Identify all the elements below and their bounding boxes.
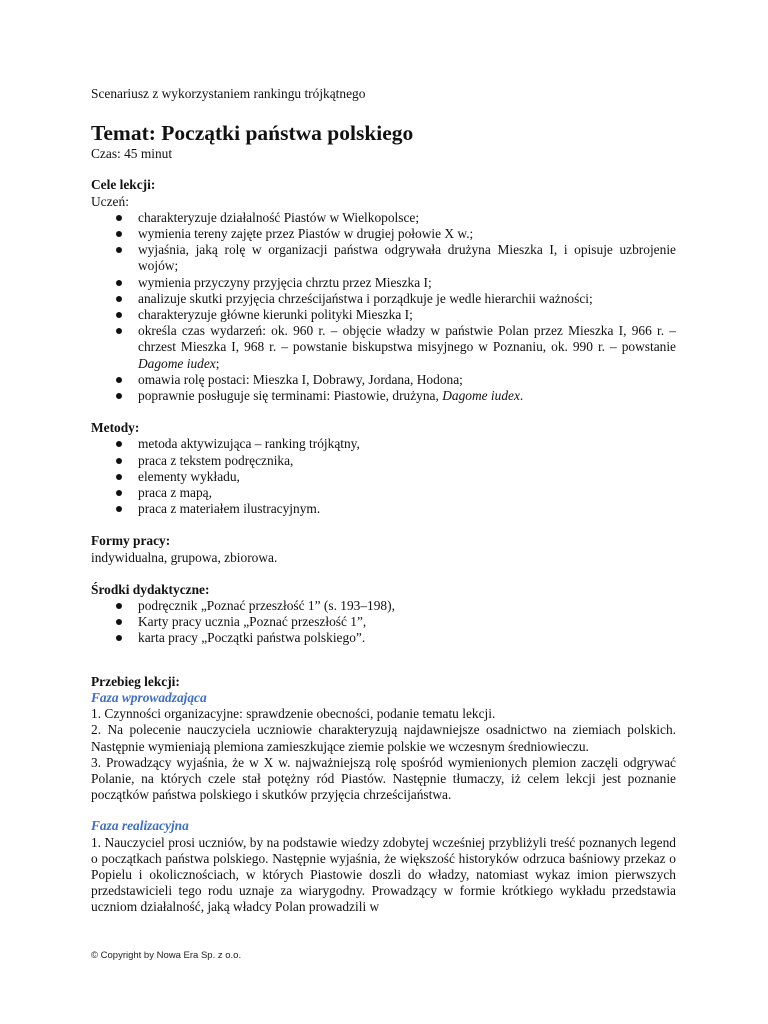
material-item: Karty pracy ucznia „Poznać przeszłość 1”, [91, 614, 676, 630]
document-page [91, 86, 676, 916]
phase-intro-paragraph: 1. Czynności organizacyjne: sprawdzenie obecności, podanie tematu lekcji. [91, 706, 496, 722]
method-item: praca z mapą, [91, 485, 676, 501]
page-title: Temat: Początki państwa polskiego [91, 121, 414, 146]
material-item: podręcznik „Poznać przeszłość 1” (s. 193–198), [91, 598, 676, 614]
goal-terms-text: poprawnie posługuje się terminami: Piastowie, drużyna, [138, 388, 443, 404]
goal-dates-italic: Dagome iudex [138, 355, 216, 371]
materials-list [91, 598, 676, 647]
goal-dates-text: określa czas wydarzeń: ok. 960 r. – objęcie władzy w państwie Polan przez Mieszka I, 966 r. – chrzest Mieszka I, 968 r. – powstanie biskupstwa misyjnego w Poznaniu, ok. 990 r. – powstanie [138, 323, 676, 355]
goal-dates-end: ; [215, 355, 220, 371]
goals-heading: Cele lekcji: [91, 177, 156, 193]
goal-item: charakteryzuje działalność Piastów w Wielkopolsce; [91, 210, 676, 226]
method-item: elementy wykładu, [91, 469, 676, 485]
scenario-subtitle: Scenariusz z wykorzystaniem rankingu trójkątnego [91, 86, 366, 101]
goal-item-terms [91, 388, 676, 404]
phase-main-title: Faza realizacyjna [91, 818, 189, 834]
methods-list [91, 436, 676, 517]
copyright-footer: © Copyright by Nowa Era Sp. z o.o. [91, 950, 242, 961]
procedure-heading: Przebieg lekcji: [91, 673, 180, 689]
goal-item-dates [91, 323, 676, 372]
phase-intro-paragraph: 3. Prowadzący wyjaśnia, że w X w. najważniejszą rolę spośród wymienionych plemion zaczęli odgrywać Polanie, na których czele stał potężny ród Piastów. Następnie tłumaczy, iż celem lekcji jest poznanie początków państwa polskiego i skutków przyjęcia chrześcijaństwa. [91, 754, 676, 803]
forms-heading: Formy pracy: [91, 533, 171, 549]
goals-list [91, 210, 676, 404]
goal-item: wymienia tereny zajęte przez Piastów w drugiej połowie X w.; [91, 226, 676, 242]
phase-intro-paragraph: 2. Na polecenie nauczyciela uczniowie charakteryzują najdawniejsze osadnictwo na ziemiach polskich. Następnie wymieniają plemiona zamieszkujące ziemie polskie we wczesnym średniowieczu. [91, 722, 676, 754]
goal-terms-end: . [519, 388, 524, 404]
goal-terms-italic: Dagome iudex [442, 388, 520, 404]
goal-item: charakteryzuje główne kierunki polityki Mieszka I; [91, 307, 676, 323]
material-item: karta pracy „Początki państwa polskiego”. [91, 630, 676, 646]
method-item: praca z tekstem podręcznika, [91, 453, 676, 469]
phase-intro-title: Faza wprowadzająca [91, 689, 207, 705]
forms-text: indywidualna, grupowa, zbiorowa. [91, 549, 278, 565]
phase-main-paragraph: 1. Nauczyciel prosi uczniów, by na podstawie wiedzy zdobytej wcześniej przybliżyli treść poznanych legend o początkach państwa polskiego. Następnie wyjaśnia, że większość historyków odrzuca baśniowy przekaz o Popielu i okolicznościach, w których Piastowie doszli do władzy, natomiast wykaz imion pierwszych przedstawicieli tego rodu uznaje za wiarygodny. Prowadzący w formie krótkiego wykładu przedstawia uczniom działalność, jaką władcy Polan prowadzili w [91, 834, 676, 915]
method-item: metoda aktywizująca – ranking trójkątny, [91, 436, 676, 452]
goals-intro: Uczeń: [91, 193, 129, 209]
goal-item: wymienia przyczyny przyjęcia chrztu przez Mieszka I; [91, 275, 676, 291]
goal-item: wyjaśnia, jaką rolę w organizacji państwa odgrywała drużyna Mieszka I, i opisuje uzbrojenie wojów; [91, 242, 676, 274]
methods-heading: Metody: [91, 420, 140, 436]
method-item: praca z materiałem ilustracyjnym. [91, 501, 676, 517]
goal-item: analizuje skutki przyjęcia chrześcijaństwa i porządkuje je wedle hierarchii ważności; [91, 291, 676, 307]
materials-heading: Środki dydaktyczne: [91, 581, 210, 597]
goal-item: omawia rolę postaci: Mieszka I, Dobrawy, Jordana, Hodona; [91, 372, 676, 388]
lesson-duration: Czas: 45 minut [91, 146, 173, 162]
